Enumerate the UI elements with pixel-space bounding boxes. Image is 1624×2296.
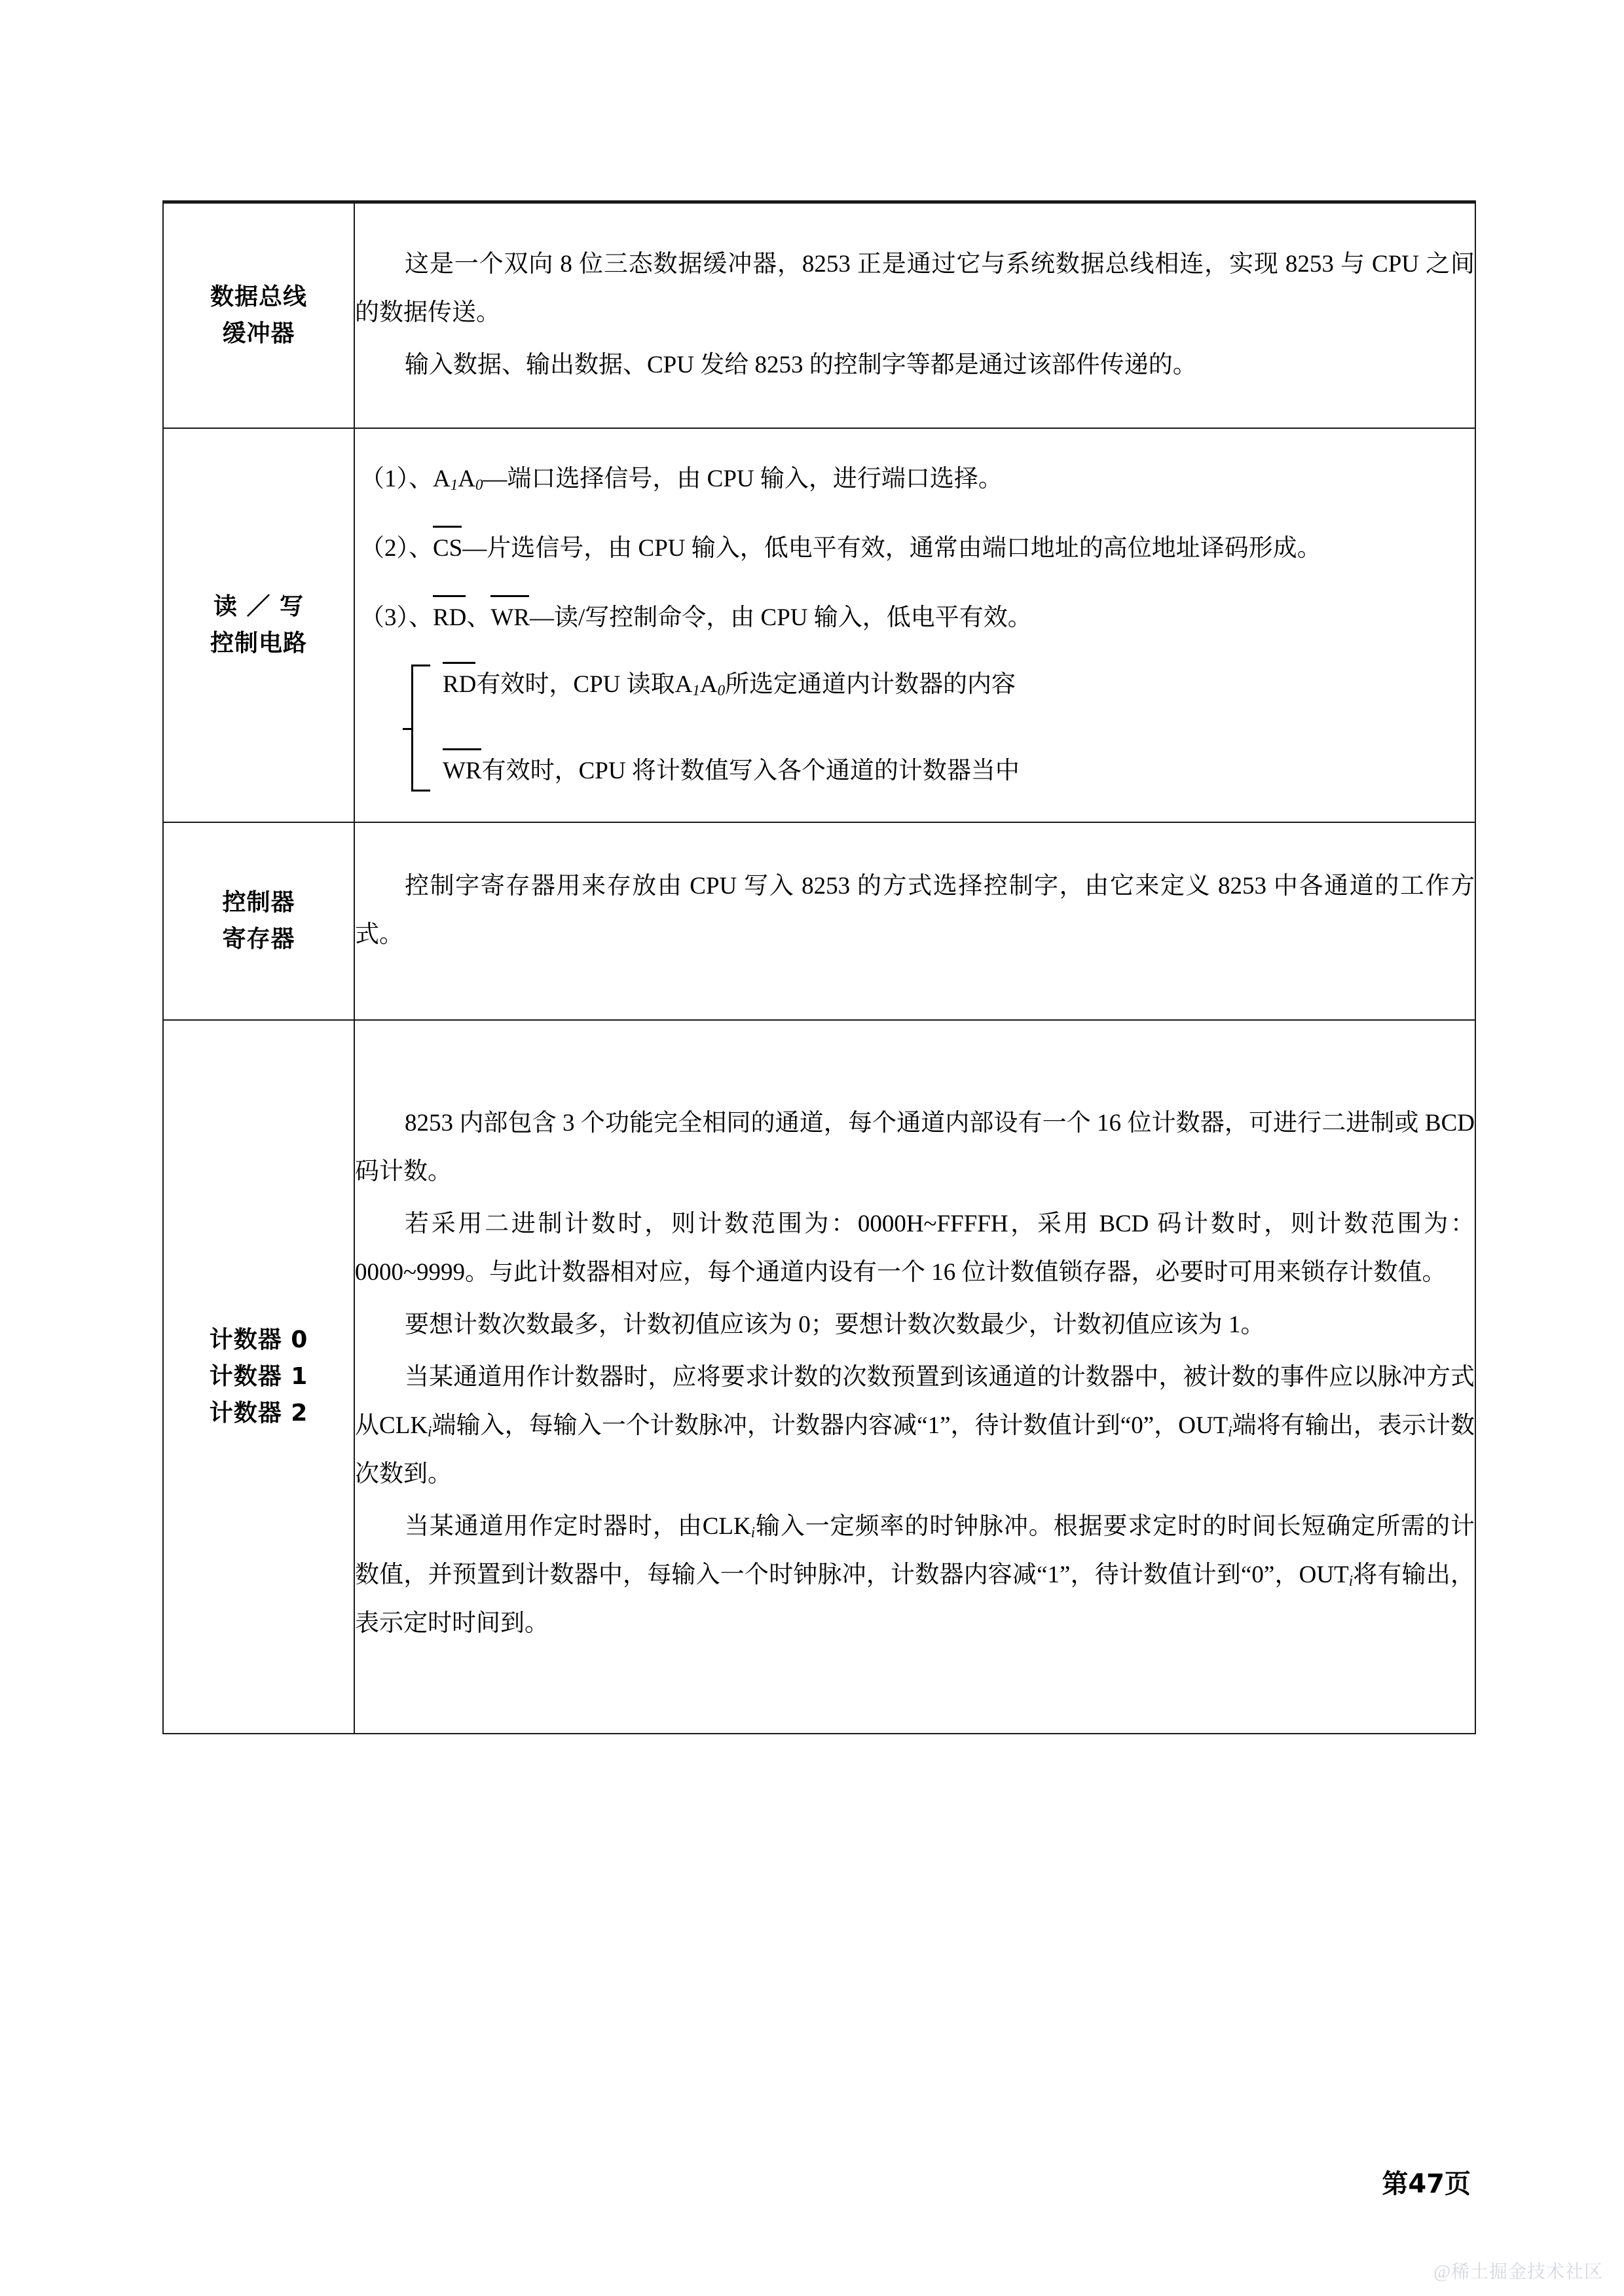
- watermark: @稀土掘金技术社区: [1433, 2262, 1603, 2282]
- row-body-counters: [354, 1020, 1475, 1734]
- brace-line-rd: [443, 659, 1475, 709]
- text-segment: 将有输出，表示定时时间到。: [355, 1561, 1475, 1637]
- numbered-item-1: [355, 455, 1475, 503]
- row-label-line: 寄存器: [222, 926, 295, 953]
- paragraph: 输入数据、输出数据、CPU 发给 8253 的控制字等都是通过该部件传递的。: [405, 352, 1197, 378]
- signal-out-label: OUT: [1178, 1412, 1228, 1439]
- signal-clk-label: CLK: [379, 1412, 428, 1439]
- row-label-data-bus-buffer: [163, 202, 354, 429]
- item-text: —端口选择信号，由 CPU 输入，进行端口选择。: [483, 465, 1003, 492]
- left-brace-bracket: [411, 665, 430, 792]
- paragraph: 这是一个双向 8 位三态数据缓冲器，8253 正是通过它与系统数据总线相连，实现 8253 与 CPU 之间的数据传送。: [355, 251, 1475, 326]
- row-label-line: 读 ／ 写: [213, 593, 304, 621]
- row-label-control-word-register: [163, 822, 354, 1020]
- brace-text-a: 有效时，CPU 将计数值写入各个通道的计数器当中: [481, 757, 1020, 784]
- brace-line-wr: [443, 746, 1475, 795]
- table-row: [163, 822, 1475, 1020]
- subscript-i: i: [1348, 1573, 1354, 1590]
- row-label-line: 计数器 1: [209, 1363, 308, 1391]
- signal-out-i: [1178, 1412, 1232, 1439]
- paragraph: 8253 内部包含 3 个功能完全相同的通道，每个通道内部设有一个 16 位计数器，可进行二进制或 BCD 码计数。: [355, 1110, 1475, 1185]
- subscript-i: i: [750, 1524, 756, 1541]
- row-body-read-write-control: [354, 428, 1475, 822]
- table-row: [163, 428, 1475, 822]
- item-prefix: （3）、: [360, 604, 433, 631]
- signal-rd-overline: RD: [443, 659, 476, 709]
- paragraph: 若采用二进制计数时，则计数范围为：0000H~FFFFH，采用 BCD 码计数时，则计数范围为：0000~9999。与此计数器相对应，每个通道内设有一个 16 位计数值锁存器，必要时可用来锁存计数值。: [355, 1211, 1475, 1286]
- text-segment: 端将有输出，表示计数次数到。: [355, 1412, 1475, 1487]
- subscript-i: i: [428, 1423, 432, 1440]
- paragraph-counter-mode: [355, 1353, 1475, 1499]
- signal-cs-overline: CS: [433, 523, 462, 573]
- signal-out-label: OUT: [1299, 1561, 1349, 1588]
- row-label-line: 计数器 2: [209, 1399, 308, 1427]
- item-text: —片选信号，由 CPU 输入，低电平有效，通常由端口地址的高位地址译码形成。: [462, 535, 1321, 562]
- signal-rd-overline: RD: [433, 592, 466, 642]
- page-number: 第47页: [1382, 2169, 1471, 2199]
- table-row: [163, 1020, 1475, 1734]
- signal-clk-label: CLK: [702, 1513, 751, 1540]
- row-label-line: 数据总线: [210, 283, 307, 311]
- numbered-item-2: [355, 523, 1475, 573]
- row-label-line: 计数器 0: [209, 1326, 308, 1354]
- item-text: —读/写控制命令，由 CPU 输入，低电平有效。: [530, 604, 1032, 631]
- signal-clk-i: [379, 1412, 432, 1439]
- text-segment: 当某通道用作定时器时，由: [405, 1513, 703, 1540]
- row-label-line: 控制电路: [210, 630, 307, 657]
- item-prefix: （1）、: [360, 465, 433, 492]
- text-segment: 端输入，每输入一个计数脉冲，计数器内容减“1”，待计数值计到“0”，: [432, 1412, 1179, 1439]
- paragraph-timer-mode: [355, 1503, 1475, 1648]
- signal-a1a0: $A_1A_0$: [433, 465, 483, 494]
- text-segment: 输入一定频率的时钟脉冲。根据要求定时的时间长短确定所需的计数值，并预置到计数器中，每输入一个时钟脉冲，计数器内容减“1”，待计数值计到“0”，: [355, 1513, 1475, 1588]
- paragraph: 要想计数次数最多，计数初值应该为 0；要想计数次数最少，计数初值应该为 1。: [405, 1311, 1265, 1338]
- signal-clk-i: [703, 1513, 755, 1540]
- row-body-control-word-register: [354, 822, 1475, 1020]
- signal-wr-overline: WR: [490, 592, 530, 642]
- spec-table: [162, 200, 1476, 1734]
- brace-text-b: 所选定通道内计数器的内容: [725, 671, 1016, 698]
- row-label-line: 控制器: [222, 889, 295, 917]
- row-label-counters: [163, 1020, 354, 1734]
- numbered-item-3: （3）、RD、WR—读/写控制命令，由 CPU 输入，低电平有效。: [355, 592, 1475, 642]
- text-segment: 当某通道用作计数器时，应将要求计数的次数预置到该通道的计数器中，被计数的事件应以脉冲方式从: [355, 1364, 1475, 1439]
- item-prefix: （2）、: [360, 535, 433, 562]
- brace-group: [411, 659, 1475, 795]
- paragraph: 控制字寄存器用来存放由 CPU 写入 8253 的方式选择控制字，由它来定义 8253 中各通道的工作方式。: [355, 873, 1475, 948]
- row-label-read-write-control: [163, 428, 354, 822]
- row-body-data-bus-buffer: [354, 202, 1475, 429]
- brace-text-a: 有效时，CPU 读取: [476, 671, 675, 698]
- subscript-i: i: [1228, 1423, 1232, 1440]
- signal-out-i: [1299, 1561, 1353, 1588]
- signal-a1a0: $A_1A_0$: [674, 671, 726, 699]
- table-row: [163, 202, 1475, 429]
- signal-wr-overline: WR: [443, 746, 482, 795]
- row-label-line: 缓冲器: [222, 320, 295, 347]
